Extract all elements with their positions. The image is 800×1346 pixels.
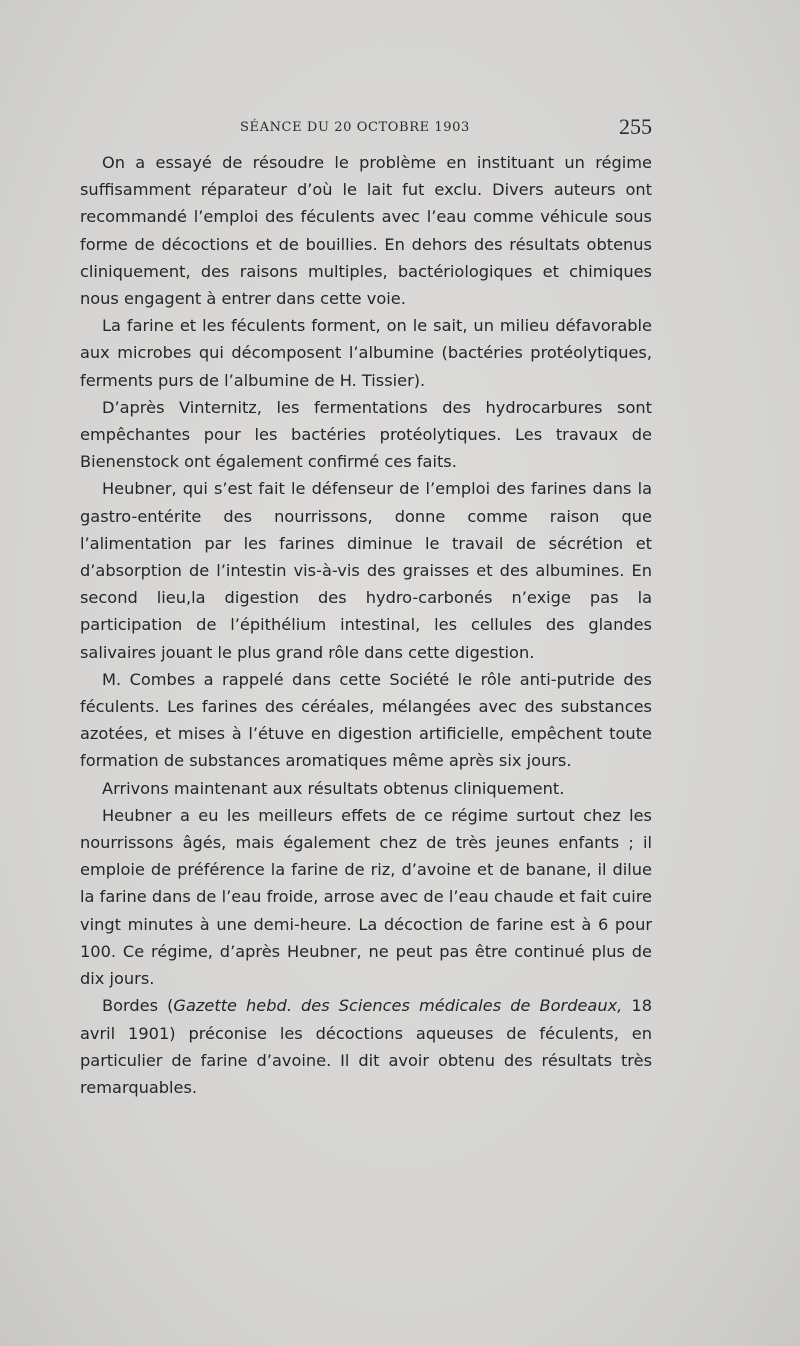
paragraph-6: Arrivons maintenant aux résultats obtenus cliniquement.: [102, 778, 565, 798]
paragraph-5: M. Combes a rappelé dans cette Société le rôle anti-putride des féculents. Les farines des céréales, mélangées avec des substances azotées, et mises à l’étuve en digestion artificielle, empêchent toute formation de substances aromatiques même après six jours.: [80, 669, 652, 771]
paragraph-3: D’après Vinternitz, les fermentations des hydrocarbures sont empêchantes pour les bactéries protéolytiques. Les travaux de Bienenstock ont également confirmé ces faits.: [80, 397, 652, 472]
paragraph-8: [80, 992, 652, 1101]
paragraph-2: La farine et les féculents forment, on le sait, un milieu défavorable aux microbes qui décomposent l’albumine (bactéries protéolytiques, ferments purs de l’albumine de H. Tissier).: [80, 316, 652, 390]
running-head: SÉANCE DU 20 OCTOBRE 1903: [240, 120, 470, 135]
page-header: [80, 112, 652, 142]
body-text: [80, 149, 652, 1101]
page-number: 255: [619, 114, 652, 139]
paragraph-4: Heubner, qui s’est fait le défenseur de l’emploi des farines dans la gastro-entérite des nourrissons, donne comme raison que l’alimentation par les farines diminue le travail de sécrétion et d’absorption de l’intestin vis-à-vis des graisses et des albumines. En second lieu,la digestion des hydro-carbonés n’exige pas la participation de l’épithélium intestinal, les cellules des glandes salivaires jouant le plus grand rôle dans cette digestion.: [80, 479, 652, 662]
paragraph-7: Heubner a eu les meilleurs effets de ce régime surtout chez les nourrissons âgés, mais également chez de très jeunes enfants ; il emploie de préférence la farine de riz, d’avoine et de banane, il dilue la farine dans de l’eau froide, arrose avec de l’eau chaude et fait cuire vingt minutes à une demi-heure. La décoction de farine est à 6 pour 100. Ce régime, d’après Heubner, ne peut pas être continué plus de dix jours.: [80, 805, 652, 989]
journal-title: Gazette hebd. des Sciences médicales de Bordeaux,: [173, 996, 623, 1016]
paragraph-1: On a essayé de résoudre le problème en instituant un régime suffisamment réparateur d’où le lait fut exclu. Divers auteurs ont recommandé l’emploi des féculents avec l’eau comme véhicule sous forme de décoctions et de bouillies. En dehors des résultats obtenus cliniquement, des raisons multiples, bactériologiques et chimiques nous engagent à entrer dans cette voie.: [80, 153, 652, 309]
paragraph-8-start: Bordes (: [102, 996, 174, 1016]
paragraph-8-end: 18 avril 1901) préconise les décoctions aqueuses de féculents, en particulier de farine d’avoine. Il dit avoir obtenu des résultats très remarquables.: [80, 996, 652, 1097]
